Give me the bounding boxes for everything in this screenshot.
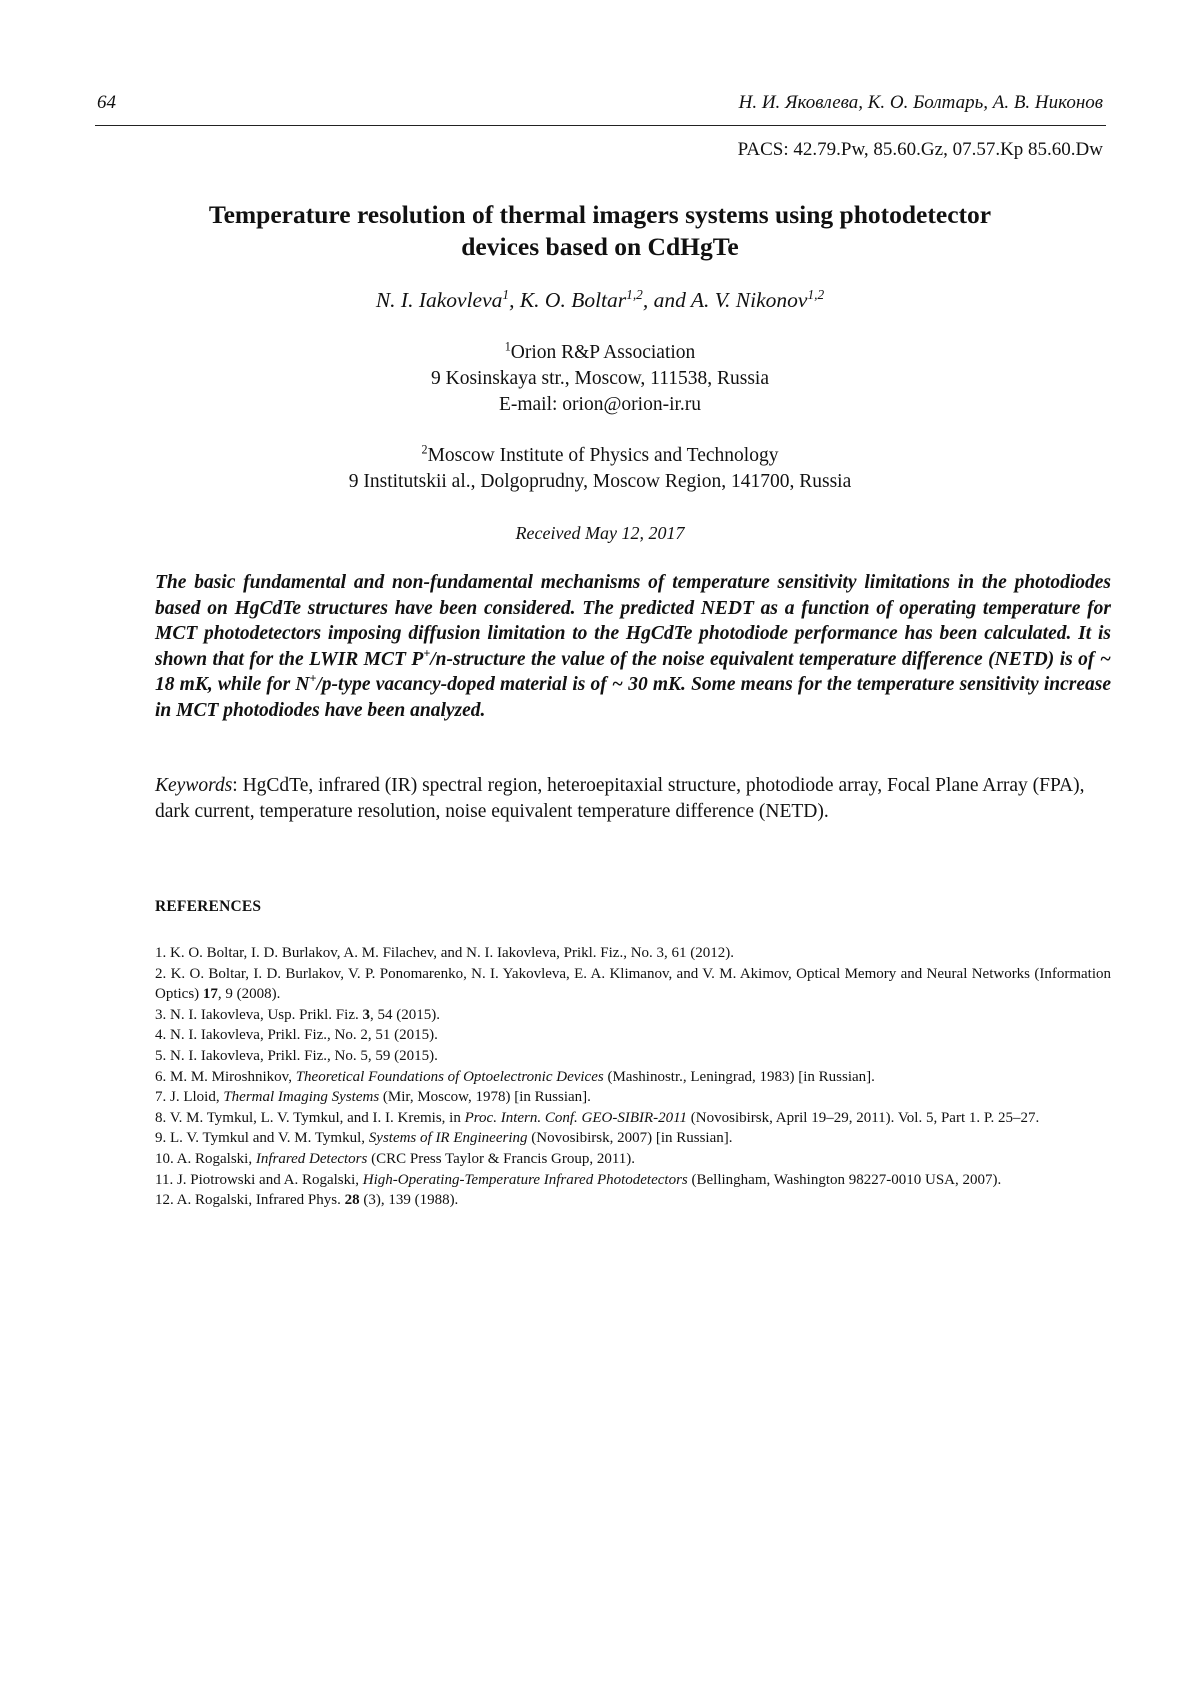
reference-3-volume: 3 xyxy=(362,1006,370,1023)
paper-title xyxy=(100,199,1100,263)
author-1-affiliation: 1 xyxy=(502,286,510,302)
keywords-text: : HgCdTe, infrared (IR) spectral region, heteroepitaxial structure, photodiode array, Focal Plane Array (FPA), dark current, temperature resolution, noise equivalent temperature difference (NETD). xyxy=(155,775,1085,822)
reference-3-pages: , 54 (2015). xyxy=(369,1006,440,1023)
header-divider xyxy=(95,125,1106,126)
running-header-authors: Н. И. Яковлева, К. О. Болтарь, А. В. Никонов xyxy=(738,92,1103,113)
abstract-part-2: /n-structure the value of the noise equivalent temperature difference (NETD) is of ~ 18 mK, while for N xyxy=(155,648,1111,695)
reference-6-author: 6. M. M. Miroshnikov, xyxy=(155,1068,296,1085)
reference-2-pages: , 9 (2008). xyxy=(217,986,281,1003)
author-1-name: N. I. Iakovleva xyxy=(375,288,503,312)
author-2-affiliation: 1,2 xyxy=(626,286,643,302)
reference-12 xyxy=(155,1190,1111,1211)
reference-2-text: 2. K. O. Boltar, I. D. Burlakov, V. P. Ponomarenko, N. I. Yakovleva, E. A. Klimanov, and V. M. Akimov, Optical Memory and Neural Networks (Information Optics) xyxy=(155,965,1111,1003)
paper-title-line-1: Temperature resolution of thermal imagers systems using photodetector xyxy=(208,200,992,229)
reference-11-publisher: (Bellingham, Washington 98227-0010 USA, 2007). xyxy=(687,1171,1002,1188)
affiliation-2 xyxy=(100,443,1100,495)
reference-8 xyxy=(155,1108,1111,1129)
reference-9 xyxy=(155,1128,1111,1149)
reference-5: 5. N. I. Iakovleva, Prikl. Fiz., No. 5, 59 (2015). xyxy=(155,1047,438,1064)
references-heading: REFERENCES xyxy=(155,898,262,915)
reference-7-author: 7. J. Lloid, xyxy=(155,1089,224,1106)
reference-2-volume: 17 xyxy=(202,986,218,1003)
reference-7-title: Thermal Imaging Systems xyxy=(223,1089,380,1106)
keywords-label: Keywords xyxy=(155,775,233,796)
reference-9-author: 9. L. V. Tymkul and V. M. Tymkul, xyxy=(155,1130,369,1147)
reference-9-publisher: (Novosibirsk, 2007) [in Russian]. xyxy=(527,1130,733,1147)
reference-7 xyxy=(155,1087,1111,1108)
reference-11 xyxy=(155,1170,1111,1191)
reference-2 xyxy=(155,964,1111,1005)
affiliation-1-email: E-mail: orion@orion-ir.ru xyxy=(498,394,702,415)
reference-6 xyxy=(155,1067,1111,1088)
affiliation-1-address: 9 Kosinskaya str., Moscow, 111538, Russia xyxy=(431,368,769,389)
author-2-name: , K. O. Boltar xyxy=(509,288,627,312)
abstract-sup-1: + xyxy=(423,646,431,660)
affiliation-1-name: Orion R&P Association xyxy=(510,342,696,363)
paper-title-line-2: devices based on CdHgTe xyxy=(461,232,739,261)
affiliation-1 xyxy=(100,340,1100,418)
reference-6-publisher: (Mashinostr., Leningrad, 1983) [in Russian]. xyxy=(603,1068,875,1085)
affiliation-2-marker: 2 xyxy=(421,442,428,457)
reference-12-volume: 28 xyxy=(344,1192,360,1209)
keywords xyxy=(155,773,1111,825)
reference-3 xyxy=(155,1005,1111,1026)
affiliation-2-name: Moscow Institute of Physics and Technology xyxy=(427,445,779,466)
reference-3-text: 3. N. I. Iakovleva, Usp. Prikl. Fiz. xyxy=(155,1006,363,1023)
reference-6-title: Theoretical Foundations of Optoelectronic Devices xyxy=(295,1068,604,1085)
abstract-sup-2: + xyxy=(309,671,317,686)
references-list xyxy=(155,943,1111,1211)
reference-8-author: 8. V. M. Tymkul, L. V. Tymkul, and I. I. Kremis, in xyxy=(155,1109,465,1126)
reference-9-title: Systems of IR Engineering xyxy=(368,1130,528,1147)
reference-10-publisher: (CRC Press Taylor & Francis Group, 2011). xyxy=(367,1150,636,1167)
reference-10 xyxy=(155,1149,1111,1170)
author-list xyxy=(100,288,1100,313)
abstract-part-3: /p-type vacancy-doped material is of ~ 30 mK. Some means for the temperature sensitivity increase in MCT photodiodes have been analyzed. xyxy=(155,674,1111,721)
page-number: 64 xyxy=(97,92,116,113)
reference-11-author: 11. J. Piotrowski and A. Rogalski, xyxy=(155,1171,363,1188)
author-3-affiliation: 1,2 xyxy=(807,286,825,302)
reference-8-details: (Novosibirsk, April 19–29, 2011). Vol. 5, Part 1. P. 25–27. xyxy=(687,1109,1040,1126)
reference-8-title: Proc. Intern. Conf. GEO-SIBIR-2011 xyxy=(464,1109,688,1126)
reference-11-title: High-Operating-Temperature Infrared Photodetectors xyxy=(362,1171,688,1188)
reference-1: 1. K. O. Boltar, I. D. Burlakov, A. M. Filachev, and N. I. Iakovleva, Prikl. Fiz., No. 3, 61 (2012). xyxy=(155,945,735,961)
reference-7-publisher: (Mir, Moscow, 1978) [in Russian]. xyxy=(379,1089,591,1106)
reference-12-author: 12. A. Rogalski, Infrared Phys. xyxy=(155,1192,345,1209)
abstract xyxy=(155,570,1111,723)
reference-12-pages: (3), 139 (1988). xyxy=(359,1192,459,1209)
reference-4: 4. N. I. Iakovleva, Prikl. Fiz., No. 2, 51 (2015). xyxy=(155,1027,438,1044)
affiliation-2-address: 9 Institutskii al., Dolgoprudny, Moscow Region, 141700, Russia xyxy=(348,471,852,492)
pacs-codes: PACS: 42.79.Pw, 85.60.Gz, 07.57.Kp 85.60.Dw xyxy=(737,139,1103,160)
reference-10-title: Infrared Detectors xyxy=(255,1150,368,1167)
author-3-name: , and A. V. Nikonov xyxy=(642,288,808,312)
affiliation-1-marker: 1 xyxy=(504,339,511,354)
received-date: Received May 12, 2017 xyxy=(515,523,685,543)
abstract-part-1: The basic fundamental and non-fundamental mechanisms of temperature sensitivity limitations in the photodiodes based on HgCdTe structures have been considered. The predicted NEDT as a function of operating temperature for MCT photodetectors imposing diffusion limitation to the HgCdTe photodiode performance has been calculated. It is shown that for the LWIR MCT P xyxy=(155,572,1111,670)
reference-10-author: 10. A. Rogalski, xyxy=(155,1150,256,1167)
